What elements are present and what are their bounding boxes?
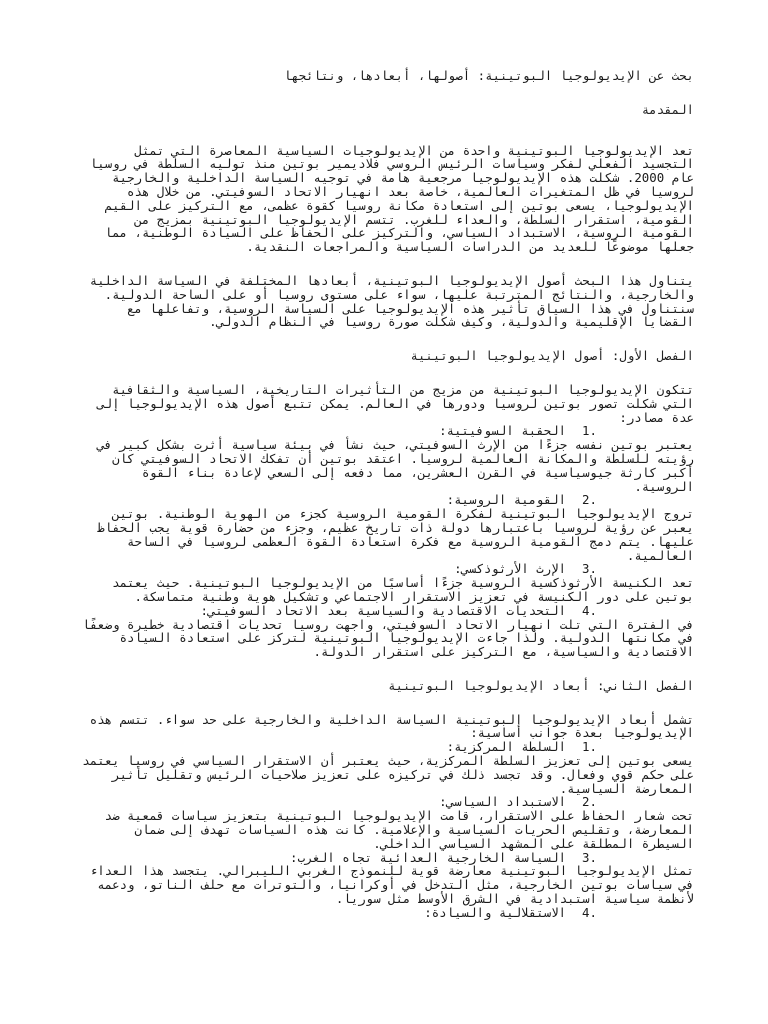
list-item-label: السياسة الخارجية العدائية تجاه الغرب: [289, 849, 566, 865]
list-item-title [70, 906, 694, 920]
chapter-1-item-4 [70, 604, 694, 659]
list-item-label: الاستبداد السياسي: [439, 794, 566, 810]
paragraph-line: بوتين على دور الكنيسة في تعزيز الاستقرار الاجتماعي وتشكيل هوية وطنية متماسكة. [134, 588, 694, 604]
paragraph-line: في سياسات بوتين الخارجية، مثل التدخل في أوكرانيا، والتوترات مع حلف الناتو، ودعمه [97, 877, 694, 893]
list-item-number: 4. [582, 904, 597, 920]
paragraph-line: يعبر عن رؤية لروسيا باعتبارها دولة ذات تاريخ عظيم، وجزء من حضارة قوية يجب الحفاظ [97, 519, 694, 535]
paragraph-line: جعلها موضوعًا للعديد من الدراسات السياسية والمراجعات النقدية. [246, 239, 694, 255]
paragraph-line: الاقتصادية والسياسية، مع التركيز على استقرار الدولة. [313, 644, 694, 660]
paragraph-line: عدة مصادر: [619, 409, 694, 425]
paragraph-line: العالمية. [626, 547, 694, 563]
document-page [70, 60, 694, 920]
paragraph-line: السيطرة المطلقة على المشهد السياسي الداخلي. [373, 835, 694, 851]
chapter-2-item-3 [70, 851, 694, 906]
paragraph-line: تشمل أبعاد الإيديولوجيا البوتينية السياسة الداخلية والخارجية على حد سواء. تتسم هذه [89, 711, 694, 727]
paragraph-line: التي شكلت تصور بوتين لروسيا ودورها في العالم. يمكن تتبع أصول هذه الإيديولوجيا إلى [97, 395, 694, 411]
list-item-number: 4. [582, 602, 597, 618]
paragraph-line: تعد الكنيسة الأرثوذكسية الروسية جزءًا أساسيًا من الإيديولوجيا البوتينية. حيث يعتمد [112, 575, 694, 591]
chapter-1-intro [70, 383, 694, 424]
paragraph-line: سنتناول في هذا السياق تأثير هذه الإيديولوجيا على السياسة الروسية، وتفاعلها مع [127, 300, 694, 316]
paragraph-line: على حكم قوي وفعال. وقد تجسد ذلك في تركيزه على تعزيز صلاحيات الرئيس وتقليل تأثير [112, 766, 694, 782]
list-item-title [70, 851, 694, 865]
paragraph-line: يعتبر بوتين نفسه جزءًا من الإرث السوفيتي، حيث نشأ في بيئة سياسية أثرت بشكل كبير في [97, 437, 694, 453]
list-item-number: 1. [582, 423, 597, 439]
list-item-number: 3. [582, 849, 597, 865]
intro-heading: المقدمة [641, 101, 694, 117]
paragraph-line: تروج الإيديولوجيا البوتينية لفكرة القومية الروسية كجزء من الهوية الوطنية. بوتين [112, 506, 694, 522]
paragraph-line: التجسيد الفعلي لفكر وسياسات الرئيس الروسي فلاديمير بوتين منذ توليه السلطة في روسيا [89, 156, 694, 172]
paragraph-line: القومية الروسية، الاستبداد السياسي، والتركيز على الحفاظ على السيادة الوطنية، مما [104, 225, 694, 241]
chapter-2-intro [70, 713, 694, 741]
paragraph-line: أكبر كارثة جيوسياسية في القرن العشرين، مما دفعه إلى السعي لإعادة بناء القوة [141, 464, 694, 480]
paragraph-line: رؤيته للسلطة والمكانة العالمية لروسيا. اعتقد بوتين أن تفكك الاتحاد السوفيتي كان [112, 450, 694, 466]
paragraph-line: تحت شعار الحفاظ على الاستقرار، قامت الإيديولوجيا البوتينية بتعزيز سياسات قمعية ضد [104, 808, 694, 824]
chapter-2-heading: الفصل الثاني: أبعاد الإيديولوجيا البوتينية [388, 677, 694, 693]
list-item-label: الإرث الأرثوذكسي: [454, 561, 566, 577]
paragraph-line: لأنظمة سياسية استبدادية في الشرق الأوسط مثل سوريا. [335, 891, 694, 907]
paragraph-line: القومية، استقرار السلطة، والعداء للغرب. تتسم الإيديولوجيا البوتينية بمزيج من [134, 211, 694, 227]
chapter-2-item-2 [70, 795, 694, 850]
paragraph-line: المعارضة، وتقليص الحريات السياسية والإعلامية. كانت هذه السياسات تهدف إلى ضمان [134, 822, 694, 838]
paragraph-line: والخارجية، والنتائج المترتبة عليها، سواء على مستوى روسيا أو على الساحة الدولية. [104, 286, 694, 302]
list-item-title [70, 493, 694, 507]
chapter-1-item-2 [70, 493, 694, 562]
list-item-number: 1. [582, 739, 597, 755]
paragraph-line: يسعى بوتين إلى تعزيز السلطة المركزية، حيث يعتبر أن الاستقرار السياسي في روسيا يعتمد [82, 753, 694, 769]
paragraph-line: الروسية. [634, 478, 694, 494]
chapter-2-item-4 [70, 906, 694, 920]
document-title: بحث عن الإيديولوجيا البوتينية: أصولها، أبعادها، ونتائجها [283, 68, 694, 83]
paragraph-line: القضايا الإقليمية والدولية، وكيف شكلت صورة روسيا في النظام الدولي. [209, 314, 694, 330]
list-item-number: 2. [582, 492, 597, 508]
list-item-title [70, 604, 694, 618]
intro-paragraph-1 [70, 144, 694, 254]
paragraph-line: تعد الإيديولوجيا البوتينية واحدة من الإيديولوجيات السياسية المعاصرة التي تمثل [134, 142, 694, 158]
list-item-number: 2. [582, 794, 597, 810]
chapter-2-item-1 [70, 740, 694, 795]
list-item-label: التحديات الاقتصادية والسياسية بعد الاتحاد السوفيتي: [200, 602, 566, 618]
list-item-title [70, 795, 694, 809]
paragraph-line: الإيديولوجيا بعدة جوانب أساسية: [470, 725, 694, 741]
list-item-label: القومية الروسية: [446, 492, 566, 508]
list-item-label: الاستقلالية والسيادة: [424, 904, 566, 920]
paragraph-line: لروسيا في ظل المتغيرات العالمية، خاصة بعد انهيار الاتحاد السوفيتي. من خلال هذه [127, 183, 694, 199]
list-item-title [70, 740, 694, 754]
list-item-label: الحقبة السوفيتية: [439, 423, 566, 439]
paragraph-line: المعارضة السياسية. [559, 780, 694, 796]
chapter-1-item-1 [70, 424, 694, 493]
paragraph-line: يتناول هذا البحث أصول الإيديولوجيا البوتينية، أبعادها المختلفة في السياسة الداخلية [89, 272, 694, 288]
paragraph-line: في مكانتها الدولية. ولذا جاءت الإيديولوجيا البوتينية لتركز على استعادة السيادة [119, 630, 694, 646]
paragraph-line: في الفترة التي تلت انهيار الاتحاد السوفيتي، واجهت روسيا تحديات اقتصادية خطيرة وضعفًا [82, 616, 694, 632]
chapter-1-item-3 [70, 562, 694, 603]
list-item-number: 3. [582, 561, 597, 577]
paragraph-line: عليها. يتم دمج القومية الروسية مع فكرة استعادة القوة العظمى لروسيا في الساحة [127, 533, 694, 549]
paragraph-line: عام 2000. شكلت هذه الإيديولوجيا مرجعية هامة في توجيه السياسة الداخلية والخارجية [112, 170, 694, 186]
intro-paragraph-2 [70, 274, 694, 329]
paragraph-line: تتكون الإيديولوجيا البوتينية من مزيج من التأثيرات التاريخية، السياسية والثقافية [112, 381, 694, 397]
chapter-1-heading: الفصل الأول: أصول الإيديولوجيا البوتينية [410, 348, 694, 364]
paragraph-line: تمثل الإيديولوجيا البوتينية معارضة قوية للنموذج الغربي الليبرالي. يتجسد هذا العداء [89, 863, 694, 879]
list-item-label: السلطة المركزية: [446, 739, 566, 755]
paragraph-line: الإيديولوجيا، يسعى بوتين إلى استعادة مكانة روسيا كقوة عظمى، مع التركيز على القيم [104, 197, 694, 213]
